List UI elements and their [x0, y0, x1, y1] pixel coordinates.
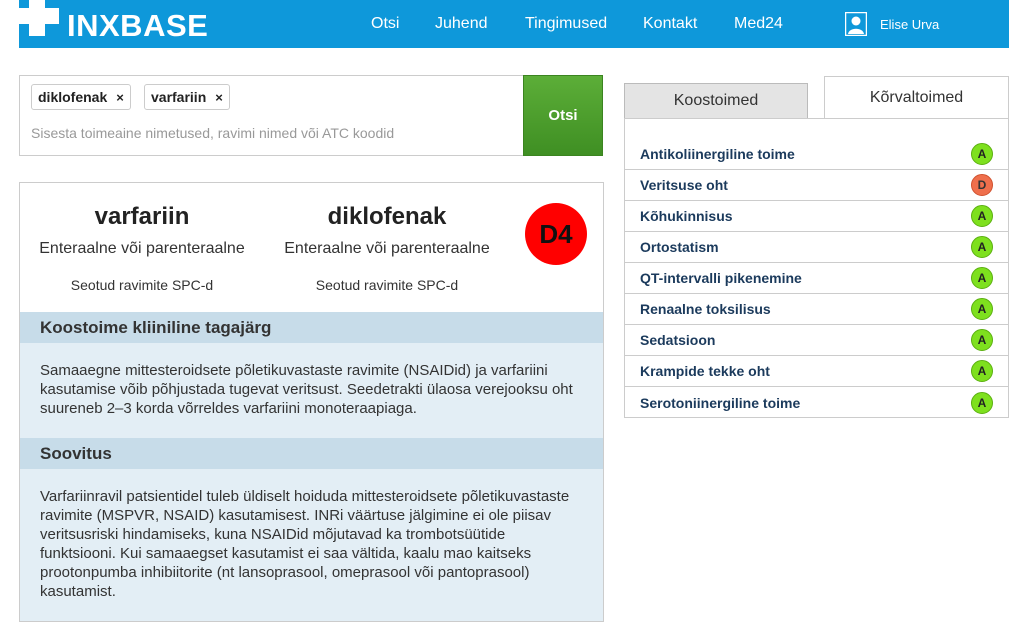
- search-tag-label: varfariin: [151, 89, 207, 105]
- remove-tag-icon[interactable]: ×: [215, 89, 223, 105]
- list-item[interactable]: [625, 232, 1008, 263]
- search-input[interactable]: [31, 125, 511, 141]
- recommendation-paragraph: Varfariinravil patsientidel tuleb üldiselt hoiduda mittesteroidsete põletikuvastaste ravimite (MSPVR, NSAID) kasutamisest. INRi väärtuse jälgimine ei ole piisav veritsusriski hindamiseks, kuna NSAIDid mõjutavad ka trombotsüütide funktsiooni. Kui samaaegset kasutamist ei saa vältida, kaalu mao kaitseks prootonpumba inhibiitorite (nt lansoprasool, omeprasool või pantoprasool) kasutamist.: [40, 488, 570, 600]
- nav-link-juhend[interactable]: Juhend: [435, 15, 488, 32]
- tab-bar: [624, 76, 1009, 119]
- effect-label: QT-intervalli pikenemine: [640, 270, 802, 286]
- effect-label: Ortostatism: [640, 239, 719, 255]
- top-bar: [19, 0, 1009, 48]
- effect-label: Sedatsioon: [640, 332, 716, 348]
- grade-badge: A: [971, 392, 993, 414]
- drug-name: varfariin: [94, 203, 190, 230]
- consequence-paragraph: Samaaegne mittesteroidsete põletikuvastaste ravimite (NSAIDid) ja varfariini kasutamise võib põhjustada tugevat veritsust. Seedetrakti ülaosa verejooksu oht suureneb 2–3 korda võrreldes varfariini monoteraapiaga.: [40, 362, 573, 417]
- list-item[interactable]: [625, 356, 1008, 387]
- consequence-heading: Koostoime kliiniline tagajärg: [20, 312, 603, 343]
- search-tag: [31, 84, 131, 110]
- effect-label: Renaalne toksilisus: [640, 301, 771, 317]
- list-item[interactable]: [625, 139, 1008, 170]
- user-icon: [845, 12, 867, 36]
- logo-text: INXBASE: [67, 8, 209, 43]
- cross-logo-icon: [15, 0, 59, 36]
- grade-badge: A: [971, 143, 993, 165]
- grade-badge: A: [971, 329, 993, 351]
- effect-label: Veritsuse oht: [640, 177, 728, 193]
- user-menu[interactable]: [845, 12, 939, 36]
- list-item[interactable]: [625, 263, 1008, 294]
- drug-2: [267, 203, 507, 293]
- spc-link[interactable]: Seotud ravimite SPC-d: [70, 277, 214, 293]
- nav-link-otsi[interactable]: Otsi: [371, 15, 400, 32]
- drug-1: [22, 203, 262, 293]
- grade-badge: D: [971, 174, 993, 196]
- grade-badge: A: [971, 298, 993, 320]
- search-tag: [144, 84, 230, 110]
- drug-route: Enteraalne või parenteraalne: [284, 240, 490, 257]
- list-item[interactable]: [625, 325, 1008, 356]
- search-tag-label: diklofenak: [38, 89, 108, 105]
- remove-tag-icon[interactable]: ×: [116, 89, 124, 105]
- list-item[interactable]: [625, 294, 1008, 325]
- effect-label: Antikoliinergiline toime: [640, 146, 795, 162]
- user-name: Elise Urva: [880, 16, 940, 32]
- effect-label: Krampide tekke oht: [640, 363, 770, 379]
- effect-label: Kõhukinnisus: [640, 208, 733, 224]
- grade-badge: A: [971, 205, 993, 227]
- recommendation-text: [20, 469, 603, 622]
- nav-link-tingimused[interactable]: Tingimused: [525, 15, 608, 32]
- nav-link-med24[interactable]: Med24: [734, 15, 783, 32]
- consequence-text: [20, 343, 603, 438]
- severity-badge: D4: [525, 203, 587, 265]
- grade-badge: A: [971, 360, 993, 382]
- tab-interactions[interactable]: Koostoimed: [624, 83, 808, 119]
- nav-link-kontakt[interactable]: Kontakt: [643, 15, 698, 32]
- tab-side-effects[interactable]: Kõrvaltoimed: [824, 76, 1009, 119]
- grade-badge: A: [971, 236, 993, 258]
- drug-name: diklofenak: [327, 203, 447, 230]
- recommendation-heading: Soovitus: [20, 438, 603, 469]
- search-box: [19, 75, 603, 156]
- grade-badge: A: [971, 267, 993, 289]
- effect-label: Serotoniinergiline toime: [640, 394, 801, 411]
- list-item[interactable]: [625, 201, 1008, 232]
- drug-route: Enteraalne või parenteraalne: [39, 240, 245, 257]
- side-effects-list: [624, 118, 1009, 418]
- spc-link[interactable]: Seotud ravimite SPC-d: [315, 277, 459, 293]
- search-button[interactable]: Otsi: [523, 75, 603, 156]
- list-item[interactable]: [625, 170, 1008, 201]
- interaction-panel: [19, 182, 604, 622]
- list-item[interactable]: [625, 387, 1008, 418]
